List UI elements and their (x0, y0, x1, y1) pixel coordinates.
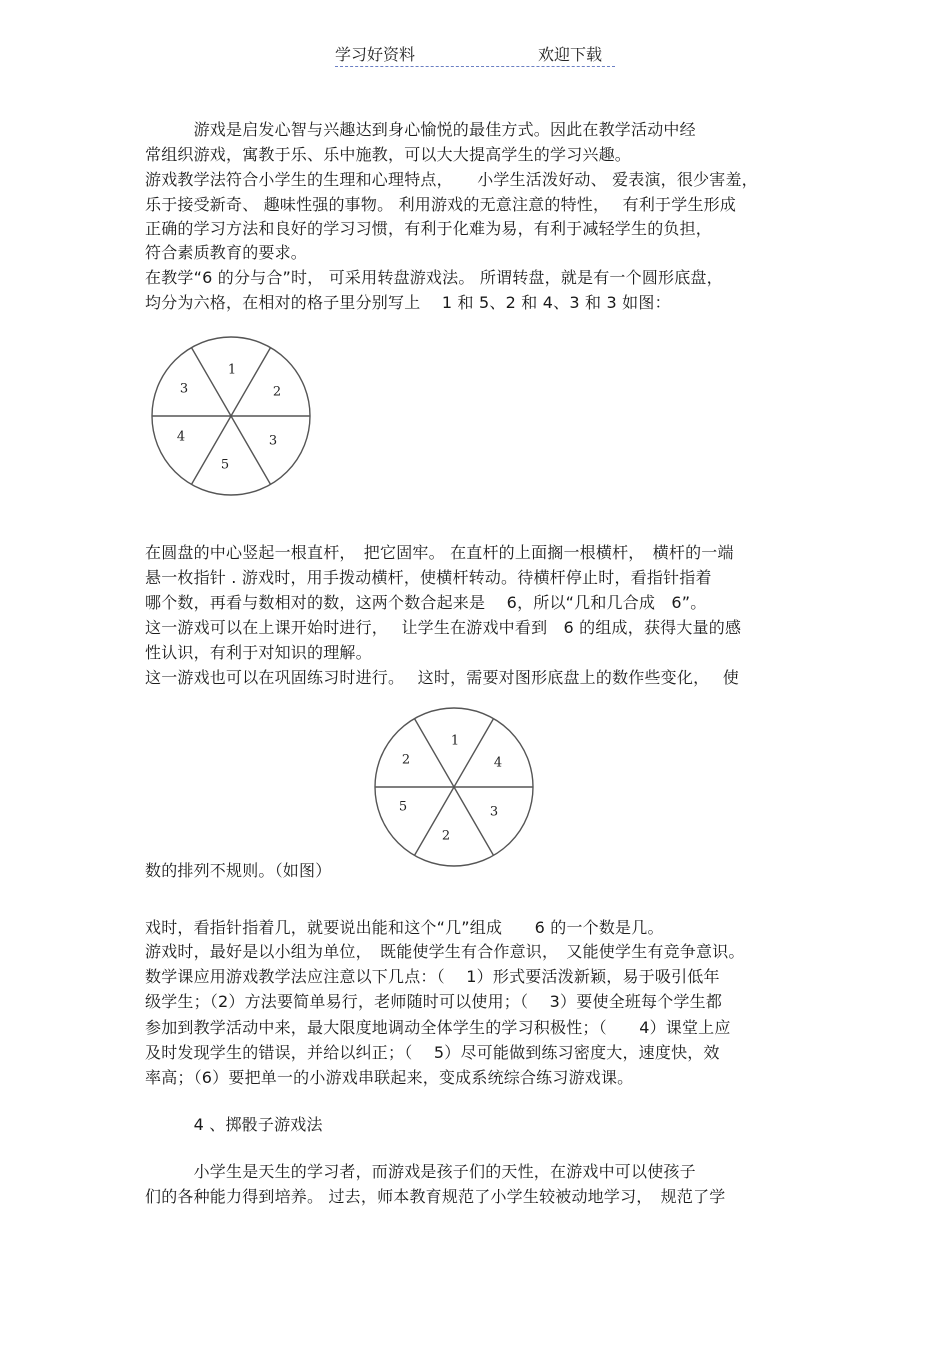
text-line: 数学课应用游戏教学法应注意以下几点：（ 1）形式要活泼新颖，易于吸引低年 (145, 967, 720, 986)
text-line: 均分为六格，在相对的格子里分别写上 1 和 5、2 和 4、3 和 3 如图： (145, 293, 671, 312)
wheel-1-label: 2 (272, 384, 282, 400)
header-right-text: 欢迎下载 (538, 45, 603, 64)
wheel-1-label: 4 (176, 429, 186, 445)
text-line: 游戏是启发心智与兴趣达到身心愉悦的最佳方式。因此在教学活动中经 (145, 120, 696, 139)
spinner-wheel-2 (373, 706, 535, 868)
text-line: 率高；（6）要把单一的小游戏串联起来，变成系统综合练习游戏课。 (145, 1068, 634, 1087)
wheel-1-label: 1 (227, 362, 237, 378)
text-line: 游戏时，最好是以小组为单位， 既能使学生有合作意识， 又能使学生有竞争意识。 (145, 942, 745, 961)
text-line: 乐于接受新奇、 趣味性强的事物。 利用游戏的无意注意的特性， 有利于学生形成 (145, 195, 737, 214)
text-line: 数的排列不规则。（如图） (145, 861, 332, 880)
text-line: 戏时，看指针指着几，就要说出能和这个“几”组成 6 的一个数是几。 (145, 918, 664, 937)
text-line: 小学生是天生的学习者，而游戏是孩子们的天性，在游戏中可以使孩子 (145, 1162, 696, 1181)
wheel-2-label: 2 (401, 752, 411, 768)
text-line: 游戏教学法符合小学生的生理和心理特点， 小学生活泼好动、 爱表演，很少害羞， (145, 170, 758, 189)
text-line: 们的各种能力得到培养。 过去，师本教育规范了小学生较被动地学习， 规范了学 (145, 1187, 726, 1206)
text-line: 在圆盘的中心竖起一根直杆， 把它固牢。 在直杆的上面搁一根横杆， 横杆的一端 (145, 543, 734, 562)
wheel-2-label: 5 (398, 799, 408, 815)
header-left-text: 学习好资料 (335, 45, 416, 64)
text-line: 级学生；（2）方法要简单易行，老师随时可以使用；（ 3）要使全班每个学生都 (145, 992, 723, 1011)
text-line: 参加到教学活动中来，最大限度地调动全体学生的学习积极性；（ 4）课堂上应 (145, 1018, 731, 1037)
wheel-1-label: 5 (220, 457, 230, 473)
wheel-2-label: 3 (489, 804, 499, 820)
section-heading: 4 、掷骰子游戏法 (145, 1115, 323, 1134)
text-line: 正确的学习方法和良好的学习习惯，有利于化难为易，有利于减轻学生的负担， (145, 219, 713, 238)
wheel-1-label: 3 (268, 433, 278, 449)
text-line: 及时发现学生的错误，并给以纠正；（ 5）尽可能做到练习密度大，速度快，效 (145, 1043, 720, 1062)
text-line: 悬一枚指针 . 游戏时，用手拨动横杆，使横杆转动。待横杆停止时，看指针指着 (145, 568, 712, 587)
wheel-2-label: 1 (450, 733, 460, 749)
text-line: 常组织游戏，寓教于乐、乐中施教，可以大大提高学生的学习兴趣。 (145, 145, 632, 164)
text-line: 这一游戏也可以在巩固练习时进行。 这时，需要对图形底盘上的数作些变化， 使 (145, 668, 739, 687)
page-header (335, 42, 615, 67)
text-line: 符合素质教育的要求。 (145, 243, 308, 262)
text-line: 这一游戏可以在上课开始时进行， 让学生在游戏中看到 6 的组成，获得大量的感 (145, 618, 742, 637)
text-line: 哪个数，再看与数相对的数，这两个数合起来是 6，所以“几和几合成 6”。 (145, 593, 707, 612)
wheel-2-label: 2 (441, 828, 451, 844)
spinner-wheel-1 (150, 335, 312, 497)
text-line: 在教学“6 的分与合”时， 可采用转盘游戏法。 所谓转盘，就是有一个圆形底盘， (145, 268, 723, 287)
wheel-2-label: 4 (493, 755, 503, 771)
text-line: 性认识，有利于对知识的理解。 (145, 643, 372, 662)
wheel-1-label: 3 (179, 381, 189, 397)
